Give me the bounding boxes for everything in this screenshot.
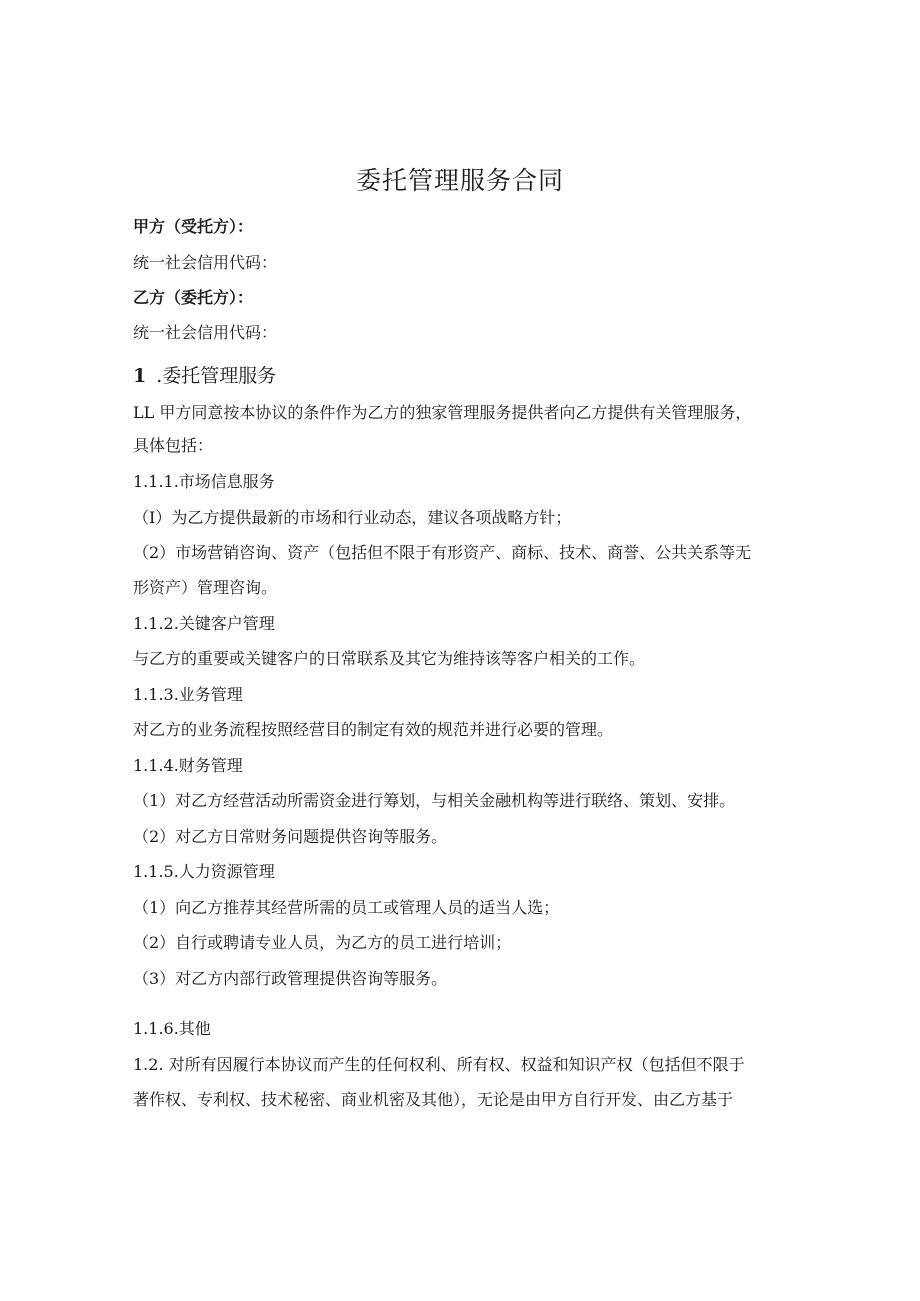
heading-1-1-5: 1.1.5.人力资源管理: [133, 862, 275, 881]
heading-1-1-6: 1.1.6.其他: [133, 1019, 211, 1038]
clause-1-1-4-item-1: （1）对乙方经营活动所需资金进行筹划，与相关金融机构等进行联络、策划、安排。: [133, 791, 736, 810]
party-b-credit-code-label: 统一社会信用代码：: [133, 323, 278, 342]
heading-1-1-1: 1.1.1.市场信息服务: [133, 472, 275, 491]
document-title: 委托管理服务合同: [355, 166, 564, 195]
party-b-label: 乙方（委托方）：: [133, 288, 254, 307]
clause-1-1-1-item-1: （I）为乙方提供最新的市场和行业动态，建议各项战略方针；: [133, 508, 572, 527]
clause-1-1-line-2: 具体包括：: [133, 436, 214, 455]
clause-1-1-1-item-2-line-2: 形资产）管理咨询。: [133, 578, 278, 597]
clause-1-1-5-item-2: （2）自行或聘请专业人员，为乙方的员工进行培训；: [133, 933, 512, 952]
clause-1-1-5-item-3: （3）对乙方内部行政管理提供咨询等服务。: [133, 969, 448, 988]
heading-1-1-3: 1.1.3.业务管理: [133, 685, 243, 704]
clause-1-1-1-item-2-line-1: （2）市场营销咨询、资产（包括但不限于有形资产、商标、技术、商誉、公共关系等无: [133, 543, 752, 562]
party-a-label: 甲方（受托方）：: [133, 217, 254, 236]
clause-1-1-2: 与乙方的重要或关键客户的日常联系及其它为维持该等客户相关的工作。: [133, 649, 646, 668]
section-1-number: 1: [133, 365, 147, 387]
section-1-title: .委托管理服务: [156, 365, 277, 387]
party-a-credit-code-label: 统一社会信用代码：: [133, 253, 278, 272]
section-1-heading: [133, 363, 793, 389]
heading-1-1-4: 1.1.4.财务管理: [133, 756, 243, 775]
clause-1-1-4-item-2: （2）对乙方日常财务问题提供咨询等服务。: [133, 827, 448, 846]
heading-1-1-2: 1.1.2.关键客户管理: [133, 614, 275, 633]
clause-1-1-3: 对乙方的业务流程按照经营目的制定有效的规范并进行必要的管理。: [133, 720, 614, 739]
clause-1-2-line-2: 著作权、专利权、技术秘密、商业机密及其他），无论是由甲方自行开发、由乙方基于: [133, 1090, 734, 1109]
clause-1-2-line-1: 1.2. 对所有因履行本协议而产生的任何权利、所有权、权益和知识产权（包括但不限于: [133, 1055, 745, 1074]
clause-1-1-line-1: LL 甲方同意按本协议的条件作为乙方的独家管理服务提供者向乙方提供有关管理服务，: [133, 403, 752, 422]
clause-1-1-5-item-1: （1）向乙方推荐其经营所需的员工或管理人员的适当人选；: [133, 898, 560, 917]
